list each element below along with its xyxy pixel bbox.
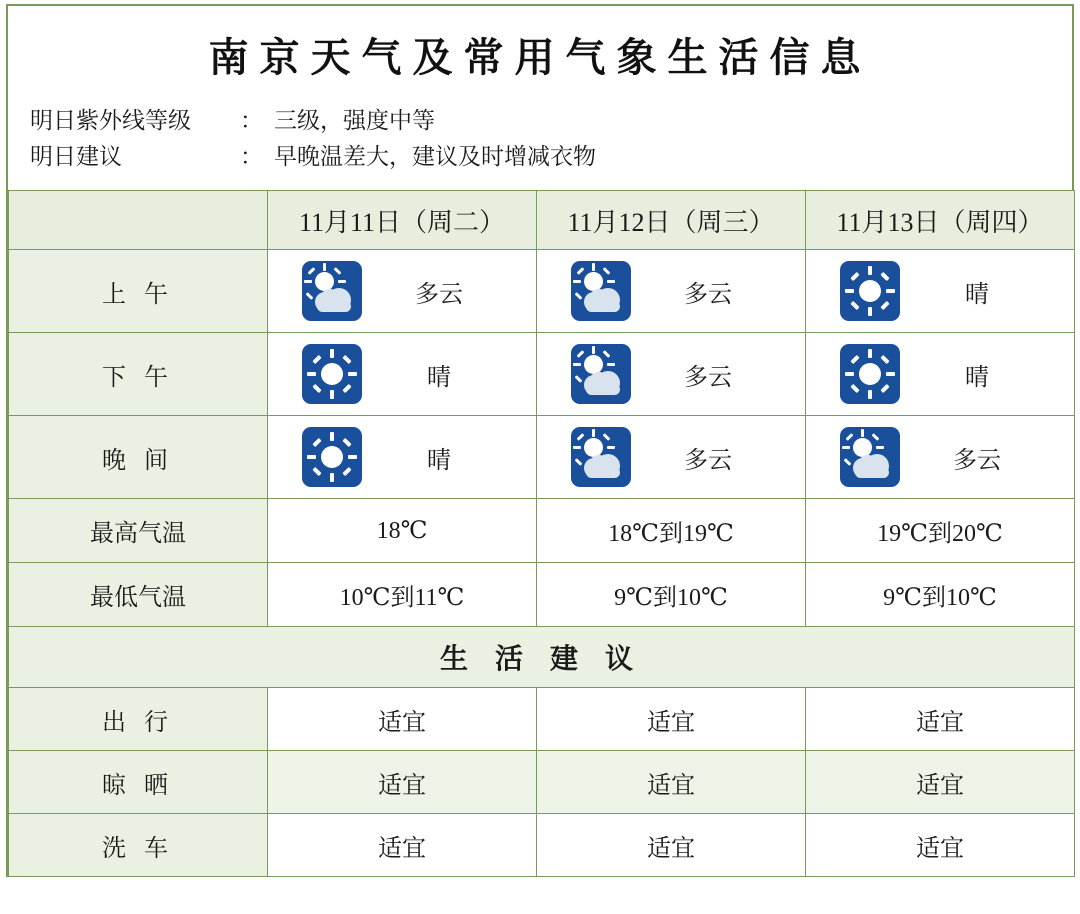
sunny-icon: [302, 344, 362, 404]
cloudy-icon: [571, 344, 631, 404]
cell-afternoon-day1: [268, 333, 537, 416]
low-temp-day2: 9℃到10℃: [537, 563, 806, 627]
high-temp-day3: 19℃到20℃: [806, 499, 1075, 563]
row-label-evening: 晚 间: [9, 416, 268, 499]
row-label-morning: 上 午: [9, 250, 268, 333]
suggestion-label: 明日建议: [30, 143, 122, 169]
table-row-morning: [9, 250, 1075, 333]
row-label-travel: 出 行: [9, 688, 268, 751]
section-title-life-advice: 生 活 建 议: [9, 627, 1075, 688]
weather-table: [8, 190, 1075, 877]
cell-text-morning-day3: 晴: [965, 281, 989, 308]
suggestion-value: 早晚温差大，建议及时增减衣物: [274, 143, 596, 169]
table-row-drying: [9, 751, 1075, 814]
table-header-row: [9, 191, 1075, 250]
low-temp-day1: 10℃到11℃: [268, 563, 537, 627]
cell-text-afternoon-day1: 晴: [427, 364, 451, 391]
table-row-low-temp: [9, 563, 1075, 627]
table-row-travel: [9, 688, 1075, 751]
meta-row-suggestion: [30, 139, 1072, 175]
travel-day1: 适宜: [268, 688, 537, 751]
cell-morning-day1: [268, 250, 537, 333]
travel-day3: 适宜: [806, 688, 1075, 751]
cell-text-afternoon-day3: 晴: [965, 364, 989, 391]
cell-morning-day2: [537, 250, 806, 333]
row-label-drying: 晾 晒: [9, 751, 268, 814]
row-label-low-temp: 最低气温: [9, 563, 268, 627]
cloudy-icon: [302, 261, 362, 321]
carwash-day2: 适宜: [537, 814, 806, 877]
uv-colon: ：: [240, 108, 263, 133]
row-label-carwash: 洗 车: [9, 814, 268, 877]
day-header-3: 11月13日（周四）: [806, 191, 1075, 250]
table-row-afternoon: [9, 333, 1075, 416]
table-row-high-temp: [9, 499, 1075, 563]
day-header-1: 11月11日（周二）: [268, 191, 537, 250]
uv-label: 明日紫外线等级: [30, 108, 191, 133]
cell-text-evening-day1: 晴: [427, 447, 451, 474]
cell-morning-day3: [806, 250, 1075, 333]
cell-text-morning-day2: 多云: [684, 281, 732, 308]
cell-evening-day3: [806, 416, 1075, 499]
uv-value: 三级，强度中等: [274, 108, 435, 133]
meta-row-uv: [30, 103, 1072, 139]
travel-day2: 适宜: [537, 688, 806, 751]
cell-evening-day1: [268, 416, 537, 499]
carwash-day3: 适宜: [806, 814, 1075, 877]
high-temp-day2: 18℃到19℃: [537, 499, 806, 563]
header-corner: [9, 191, 268, 250]
suggestion-colon: ：: [240, 143, 263, 169]
row-label-high-temp: 最高气温: [9, 499, 268, 563]
cell-text-morning-day1: 多云: [415, 281, 463, 308]
row-label-afternoon: 下 午: [9, 333, 268, 416]
drying-day2: 适宜: [537, 751, 806, 814]
high-temp-day1: 18℃: [268, 499, 537, 563]
table-row-carwash: [9, 814, 1075, 877]
cell-text-evening-day3: 多云: [953, 447, 1001, 474]
sunny-icon: [840, 344, 900, 404]
drying-day3: 适宜: [806, 751, 1075, 814]
cell-text-afternoon-day2: 多云: [684, 364, 732, 391]
table-section-life-advice: [9, 627, 1075, 688]
cell-afternoon-day3: [806, 333, 1075, 416]
cell-afternoon-day2: [537, 333, 806, 416]
cloudy-icon: [571, 427, 631, 487]
drying-day1: 适宜: [268, 751, 537, 814]
meta-block: [8, 97, 1072, 190]
cell-text-evening-day2: 多云: [684, 447, 732, 474]
carwash-day1: 适宜: [268, 814, 537, 877]
table-row-evening: [9, 416, 1075, 499]
cloudy-icon: [571, 261, 631, 321]
low-temp-day3: 9℃到10℃: [806, 563, 1075, 627]
cell-evening-day2: [537, 416, 806, 499]
sunny-icon: [840, 261, 900, 321]
day-header-2: 11月12日（周三）: [537, 191, 806, 250]
sheet-border: [6, 4, 1074, 877]
cloudy-icon: [840, 427, 900, 487]
sunny-icon: [302, 427, 362, 487]
page-title: 南京天气及常用气象生活信息: [208, 35, 872, 80]
